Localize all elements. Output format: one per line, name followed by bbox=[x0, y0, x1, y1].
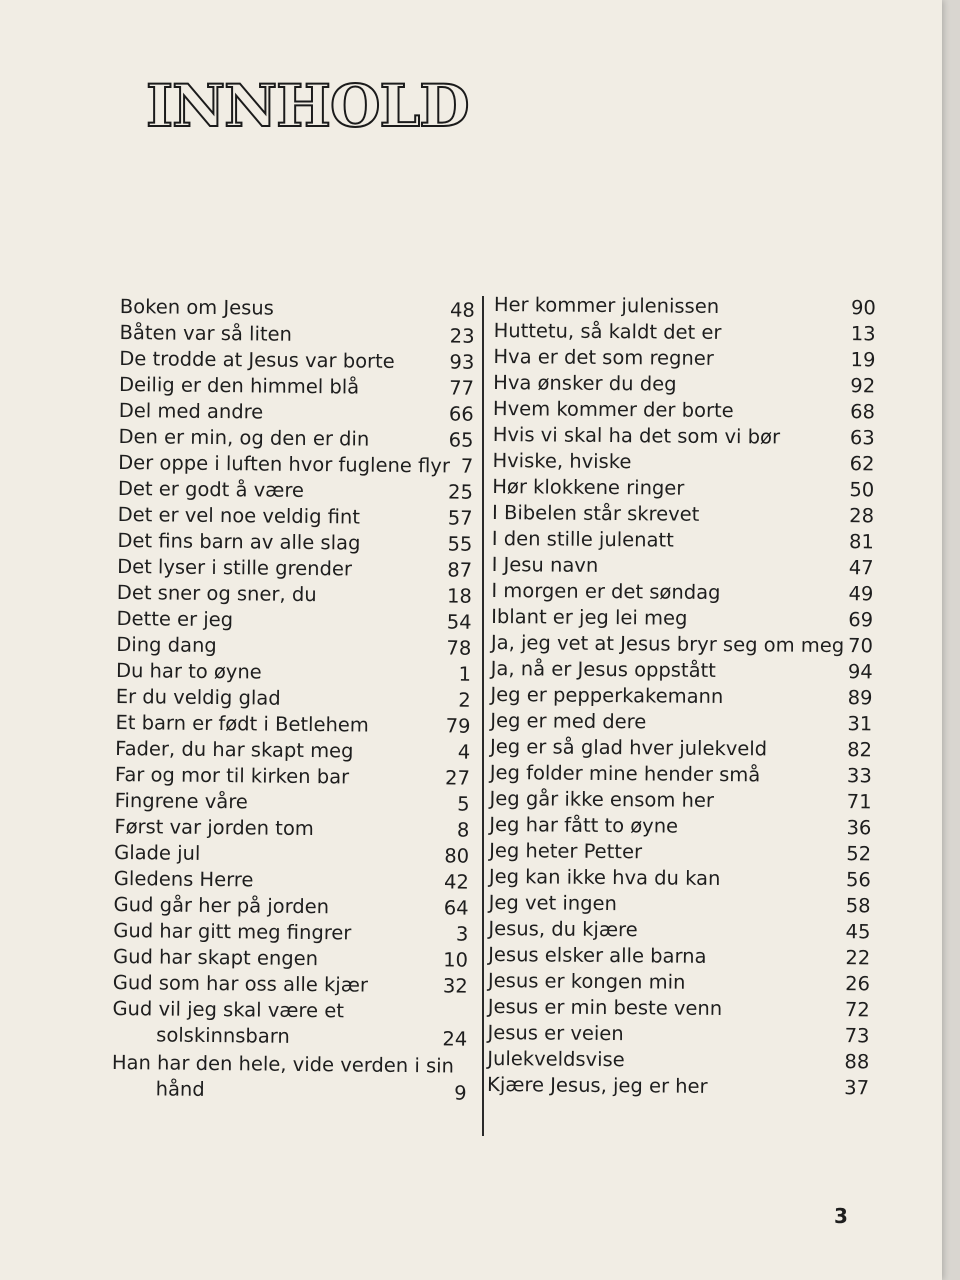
toc-entry-title: Jeg heter Petter bbox=[489, 838, 643, 864]
toc-entry-page-number: 4 bbox=[457, 740, 471, 764]
toc-entry-title: Kjære Jesus, jeg er her bbox=[486, 1072, 708, 1098]
toc-entry-page-number: 18 bbox=[446, 584, 472, 608]
toc-entry-title: Gledens Herre bbox=[113, 866, 254, 892]
toc-entry-page-number: 36 bbox=[846, 816, 872, 840]
toc-entry bbox=[491, 578, 873, 607]
toc-entry-page-number: 19 bbox=[850, 348, 876, 372]
toc-entry-page-number: 49 bbox=[848, 582, 874, 606]
toc-entry-title: Er du veldig glad bbox=[115, 684, 281, 710]
toc-entry-title: Jeg vet ingen bbox=[488, 890, 617, 916]
toc-entry-title: Gud har gitt meg fingrer bbox=[113, 918, 352, 945]
toc-entry bbox=[115, 710, 470, 740]
toc-entry bbox=[117, 554, 472, 584]
toc-entry-page-number: 62 bbox=[849, 452, 875, 476]
toc-entry-page-number: 50 bbox=[849, 478, 875, 502]
page-number: 3 bbox=[834, 1204, 848, 1228]
toc-entry bbox=[117, 528, 472, 558]
toc-entry bbox=[115, 736, 470, 766]
toc-entry bbox=[112, 996, 468, 1054]
toc-entry-page-number: 72 bbox=[844, 998, 870, 1022]
toc-entry bbox=[492, 552, 874, 581]
toc-entry-page-number: 23 bbox=[449, 324, 475, 348]
toc-entry-page-number: 90 bbox=[850, 296, 876, 320]
toc-entry-page-number: 89 bbox=[847, 686, 873, 710]
toc-entry-title: Ja, nå er Jesus oppstått bbox=[490, 656, 716, 682]
toc-entry bbox=[489, 890, 871, 919]
toc-entry-title: Først var jorden tom bbox=[114, 814, 314, 841]
toc-entry bbox=[494, 292, 876, 321]
toc-entry-page-number: 42 bbox=[443, 870, 469, 894]
toc-entry-page-number: 2 bbox=[458, 688, 471, 712]
toc-entry bbox=[487, 1020, 869, 1049]
toc-entry-title: Den er min, og den er din bbox=[118, 424, 370, 451]
toc-entry bbox=[491, 604, 873, 633]
toc-entry bbox=[113, 970, 468, 1000]
toc-entry-title: Iblant er jeg lei meg bbox=[491, 604, 688, 630]
toc-entry-title: Ding dang bbox=[116, 632, 217, 658]
toc-entry bbox=[492, 526, 874, 555]
toc-entry-page-number: 47 bbox=[848, 556, 874, 580]
toc-entry bbox=[120, 294, 475, 324]
toc-entry-page-number: 93 bbox=[449, 350, 475, 374]
toc-entry-page-number: 10 bbox=[443, 948, 469, 972]
toc-entry bbox=[113, 892, 468, 922]
toc-entry bbox=[490, 734, 872, 763]
toc-entry-title: Deilig er den himmel blå bbox=[118, 372, 360, 399]
toc-entry-title: Glade jul bbox=[114, 840, 201, 865]
toc-entry-title: Du har to øyne bbox=[115, 658, 262, 684]
toc-entry bbox=[116, 684, 471, 714]
toc-entry bbox=[489, 786, 871, 815]
toc-entry bbox=[492, 474, 874, 503]
toc-entry-title: Jesus er veien bbox=[487, 1020, 624, 1046]
toc-entry-page-number: 77 bbox=[449, 376, 475, 400]
toc-entry bbox=[492, 448, 874, 477]
toc-entry-page-number: 81 bbox=[848, 530, 874, 554]
toc-entry-page-number: 9 bbox=[454, 1081, 467, 1105]
toc-entry-title: Hva er det som regner bbox=[493, 344, 714, 370]
toc-entry bbox=[488, 942, 870, 971]
toc-entry-page-number: 25 bbox=[447, 480, 474, 504]
toc-entry-page-number: 24 bbox=[442, 1027, 468, 1051]
toc-entry bbox=[118, 502, 473, 532]
toc-left-column bbox=[111, 294, 475, 1108]
toc-entry-title: De trodde at Jesus var borte bbox=[119, 346, 395, 373]
toc-entry bbox=[494, 318, 876, 347]
toc-entry bbox=[488, 968, 870, 997]
toc-right-column bbox=[486, 292, 876, 1101]
toc-entry-title: Jeg er pepperkakemann bbox=[490, 682, 724, 709]
toc-entry bbox=[493, 422, 875, 451]
toc-entry-title: Gud vil jeg skal være et bbox=[112, 996, 345, 1023]
toc-entry bbox=[488, 916, 870, 945]
toc-entry bbox=[115, 762, 470, 792]
toc-entry-title: Jesus er min beste venn bbox=[487, 994, 723, 1021]
toc-entry-page-number: 55 bbox=[447, 532, 473, 556]
toc-entry-title-continued: hånd bbox=[155, 1077, 205, 1101]
toc-entry-title: Hvem kommer der borte bbox=[492, 396, 734, 423]
toc-entry bbox=[114, 840, 469, 870]
toc-entry-title: Der oppe i luften hvor fuglene flyr bbox=[118, 450, 451, 478]
toc-entry-page-number: 71 bbox=[846, 790, 872, 814]
toc-entry bbox=[118, 424, 473, 454]
toc-entry-page-number: 87 bbox=[447, 558, 473, 582]
toc-entry-page-number: 58 bbox=[845, 894, 871, 918]
toc-entry bbox=[490, 682, 872, 711]
toc-entry-title: Hva ønsker du deg bbox=[493, 370, 677, 396]
toc-entry bbox=[113, 918, 468, 948]
toc-entry-page-number: 80 bbox=[444, 844, 470, 868]
toc-entry bbox=[119, 320, 474, 350]
toc-entry-page-number: 54 bbox=[446, 610, 472, 634]
toc-entry bbox=[492, 500, 874, 529]
toc-entry-title: Jesus er kongen min bbox=[487, 968, 686, 994]
toc-entry bbox=[117, 580, 472, 610]
toc-entry bbox=[493, 344, 875, 373]
toc-entry-title: Det lyser i stille grender bbox=[117, 554, 353, 581]
toc-entry-page-number: 37 bbox=[844, 1076, 870, 1100]
toc-entry bbox=[113, 944, 468, 974]
toc-entry bbox=[491, 656, 873, 685]
toc-entry-title: Et barn er født i Betlehem bbox=[115, 710, 369, 737]
toc-entry-page-number: 3 bbox=[455, 922, 469, 946]
toc-entry-title: Han har den hele, vide verden i sin bbox=[111, 1050, 455, 1078]
toc-entry-title: I Bibelen står skrevet bbox=[491, 500, 700, 526]
toc-entry bbox=[116, 658, 471, 688]
toc-entry-page-number: 27 bbox=[445, 766, 471, 790]
toc-entry-page-number: 68 bbox=[850, 400, 876, 424]
toc-entry-title: Jesus, du kjære bbox=[488, 916, 638, 942]
toc-entry-title: I morgen er det søndag bbox=[491, 578, 721, 604]
toc-entry bbox=[487, 1072, 869, 1101]
toc-entry-title: Far og mor til kirken bar bbox=[114, 762, 350, 789]
toc-entry-title: Gud som har oss alle kjær bbox=[112, 970, 369, 997]
toc-entry-title: Det er godt å være bbox=[117, 476, 305, 502]
toc-entry bbox=[490, 760, 872, 789]
toc-entry-page-number: 13 bbox=[850, 322, 876, 346]
toc-entry-title: Del med andre bbox=[118, 398, 264, 424]
toc-entry-title-continued: solskinnsbarn bbox=[156, 1023, 290, 1048]
toc-entry-page-number: 88 bbox=[844, 1050, 870, 1074]
toc-entry bbox=[490, 708, 872, 737]
toc-entry-title: Hviske, hviske bbox=[492, 448, 632, 474]
toc-entry-title: Fingrene våre bbox=[114, 788, 248, 814]
toc-entry-page-number: 79 bbox=[445, 714, 471, 738]
toc-entry-title: Det fins barn av alle slag bbox=[117, 528, 361, 555]
toc-entry bbox=[489, 812, 871, 841]
toc-entry bbox=[493, 370, 875, 399]
toc-entry-title: Båten var så liten bbox=[119, 320, 293, 346]
toc-entry bbox=[115, 788, 470, 818]
toc-entry-page-number: 31 bbox=[847, 712, 873, 736]
toc-entry bbox=[119, 372, 474, 402]
toc-entry-title: Jeg har fått to øyne bbox=[489, 812, 679, 838]
toc-entry-page-number: 1 bbox=[458, 662, 472, 686]
toc-entry-page-number: 52 bbox=[846, 842, 872, 866]
toc-entry-page-number: 33 bbox=[846, 764, 872, 788]
toc-entry-title: Jeg er så glad hver julekveld bbox=[489, 734, 768, 761]
toc-entry bbox=[488, 994, 870, 1023]
toc-entry-title: I Jesu navn bbox=[491, 552, 599, 577]
toc-entry-page-number: 69 bbox=[848, 608, 874, 632]
toc-entry bbox=[491, 630, 873, 659]
toc-entry-page-number: 48 bbox=[449, 298, 475, 322]
toc-entry-page-number: 92 bbox=[850, 374, 876, 398]
toc-entry-title: Ja, jeg vet at Jesus bryr seg om meg bbox=[490, 630, 845, 658]
toc-entry bbox=[118, 476, 473, 506]
toc-entry-title: Her kommer julenissen bbox=[493, 292, 720, 318]
toc-entry-title: Fader, du har skapt meg bbox=[115, 736, 354, 763]
toc-entry-title: Hør klokkene ringer bbox=[492, 474, 685, 500]
toc-entry-page-number: 7 bbox=[460, 454, 474, 478]
toc-entry-page-number: 65 bbox=[448, 428, 474, 452]
toc-entry-page-number: 64 bbox=[443, 896, 469, 920]
toc-entry-title: Huttetu, så kaldt det er bbox=[493, 318, 722, 344]
toc-entry-page-number: 45 bbox=[845, 920, 871, 944]
toc-entry bbox=[489, 838, 871, 867]
page-title: INNHOLD bbox=[146, 72, 469, 140]
toc-entry bbox=[118, 450, 473, 480]
toc-entry-page-number: 26 bbox=[845, 972, 871, 996]
toc-entry-title: Jesus elsker alle barna bbox=[488, 942, 707, 968]
toc-entry-title: Jeg kan ikke hva du kan bbox=[488, 864, 721, 890]
toc-entry bbox=[119, 398, 474, 428]
toc-entry bbox=[114, 814, 469, 844]
toc-entry-page-number: 73 bbox=[844, 1024, 870, 1048]
toc-entry-title: Julekveldsvise bbox=[487, 1046, 625, 1072]
toc-entry bbox=[489, 864, 871, 893]
toc-entry-page-number: 28 bbox=[849, 504, 875, 528]
toc-entry-title: Jeg går ikke ensom her bbox=[489, 786, 715, 812]
toc-entry-title: Hvis vi skal ha det som vi bør bbox=[492, 422, 781, 449]
toc-entry-page-number: 78 bbox=[446, 636, 472, 660]
toc-entry-title: Boken om Jesus bbox=[119, 294, 274, 320]
toc-entry bbox=[116, 606, 471, 636]
toc-entry-title: Dette er jeg bbox=[116, 606, 234, 632]
toc-entry-title: I den stille julenatt bbox=[491, 526, 674, 552]
toc-entry-page-number: 32 bbox=[442, 974, 468, 998]
toc-entry-page-number: 82 bbox=[847, 738, 873, 762]
toc-entry bbox=[487, 1046, 869, 1075]
toc-entry-page-number: 8 bbox=[456, 818, 470, 842]
toc-entry-page-number: 57 bbox=[447, 506, 473, 530]
toc-entry-title: Gud har skapt engen bbox=[112, 944, 319, 971]
toc-entry-title: Det sner og sner, du bbox=[116, 580, 317, 607]
column-divider bbox=[482, 296, 484, 1136]
toc-entry-title: Gud går her på jorden bbox=[113, 892, 330, 919]
toc-entry-title: Det er vel noe veldig fint bbox=[117, 502, 361, 529]
toc-entry-page-number: 66 bbox=[448, 402, 474, 426]
toc-entry bbox=[114, 866, 469, 896]
toc-entry-title: Jeg folder mine hender små bbox=[489, 760, 761, 787]
toc-entry bbox=[112, 1050, 468, 1108]
toc-entry-page-number: 70 bbox=[847, 634, 874, 658]
toc-entry bbox=[116, 632, 471, 662]
toc-entry-page-number: 56 bbox=[845, 868, 871, 892]
toc-entry bbox=[119, 346, 474, 376]
toc-entry-title: Jeg er med dere bbox=[490, 708, 647, 734]
toc-entry-page-number: 94 bbox=[847, 660, 873, 684]
toc-entry-page-number: 22 bbox=[845, 946, 871, 970]
toc-entry bbox=[493, 396, 875, 425]
toc-entry-page-number: 5 bbox=[457, 792, 470, 816]
toc-entry-page-number: 63 bbox=[849, 426, 875, 450]
